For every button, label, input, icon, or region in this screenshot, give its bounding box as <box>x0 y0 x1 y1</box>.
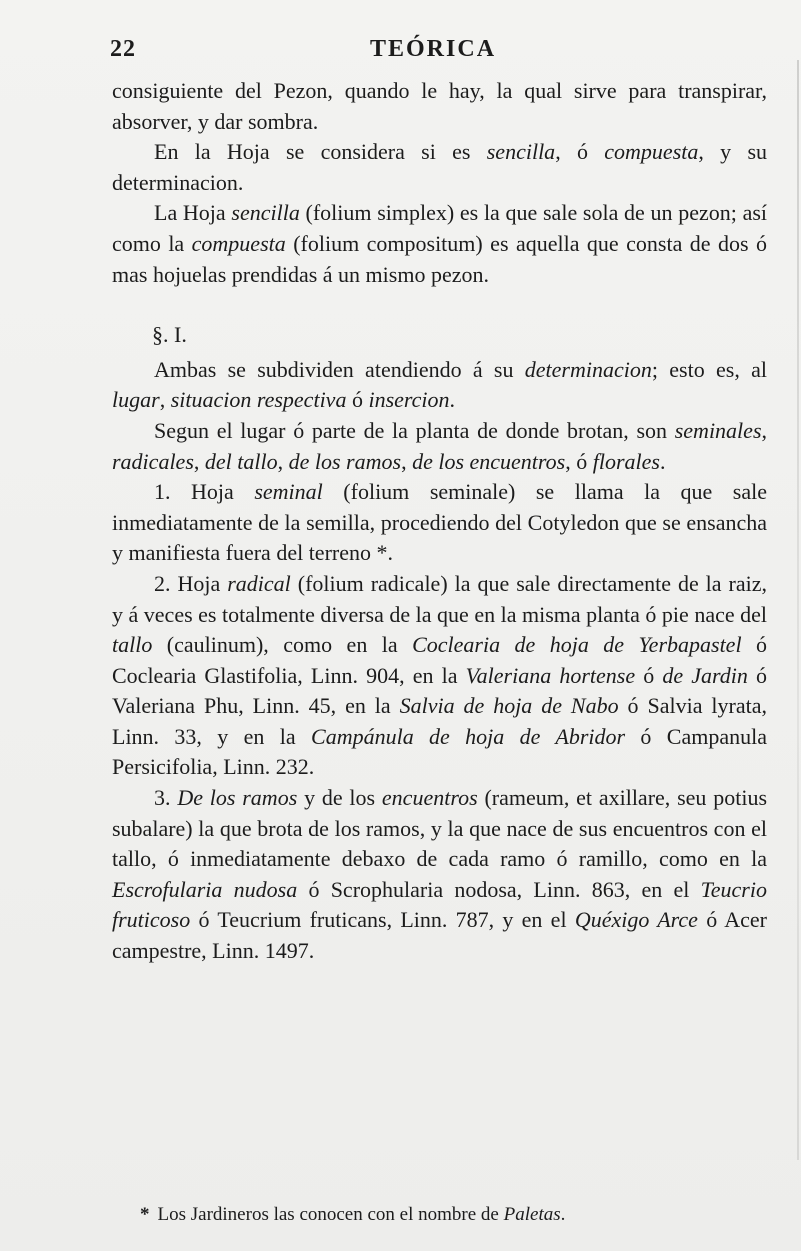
italic-run: Teucrio fruticoso <box>112 876 767 933</box>
text-run: 2. Hoja <box>154 570 228 596</box>
italic-run: determinacion <box>524 356 652 382</box>
footnote-italic: Paletas <box>503 1204 561 1225</box>
italic-run: Quéxigo Arce <box>574 907 698 933</box>
text-run: ó Acer campestre, Linn. 1497. <box>112 907 767 964</box>
text-run: , ó <box>565 448 593 474</box>
italic-run: seminales <box>674 417 762 443</box>
text-run: , <box>159 387 171 413</box>
paragraph <box>112 198 767 290</box>
italic-run: sencilla <box>486 139 556 165</box>
italic-run: insercion <box>368 387 450 413</box>
paragraph-continuation: consiguiente del Pezon, quando le hay, la qual sirve para transpirar, absorver, y dar sombra. <box>112 78 767 134</box>
italic-run: compuesta <box>191 230 286 256</box>
italic-run: encuentros <box>381 785 478 811</box>
footnote-text: Los Jardineros las conocen con el nombre de <box>157 1204 504 1225</box>
text-run: , ó <box>555 139 605 165</box>
paragraph <box>112 416 767 477</box>
text-run: y de los <box>297 785 382 811</box>
italic-run: Valeriana hortense <box>465 662 636 688</box>
italic-run: florales <box>592 448 660 474</box>
page-number: 22 <box>110 36 136 62</box>
italic-run: del tallo <box>204 448 278 474</box>
text-run: , <box>401 448 413 474</box>
text-run: ó <box>346 387 369 413</box>
footnote-mark: * <box>140 1204 150 1225</box>
italic-run: radical <box>227 570 291 596</box>
italic-run: de los encuentros <box>412 448 566 474</box>
text-run: La Hoja <box>154 200 232 226</box>
text-run: ó Scrophularia nodosa, Linn. 863, en el <box>297 876 701 902</box>
text-run: . <box>449 387 456 413</box>
text-run: , <box>277 448 289 474</box>
text-run: ó Coclearia Glastifolia, Linn. 904, en la <box>112 632 767 688</box>
text-run: ó Teucrium fruticans, Linn. 787, y en el <box>190 907 575 933</box>
text-run: ó Campanula Persicifolia, Linn. 232. <box>112 723 767 780</box>
text-run: (rameum, et axillare, seu potius subalare) la que brota de los ramos, y la que nace de sus encuentros con el tallo, ó inmediatamente debaxo de cada ramo ó ramillo, como en la <box>112 785 768 872</box>
paragraph <box>112 355 767 416</box>
text-run: Segun el lugar ó parte de la planta de donde brotan, son <box>154 417 675 443</box>
paragraph <box>112 477 767 569</box>
italic-run: de Jardin <box>662 662 748 688</box>
footnote-text-end: . <box>560 1204 566 1225</box>
text-run: 1. Hoja <box>154 479 255 505</box>
text-run: , <box>761 417 767 443</box>
italic-run: seminal <box>254 479 323 505</box>
italic-run: Campánula de hoja de Abridor <box>311 723 626 749</box>
body-text <box>112 76 767 967</box>
italic-run: compuesta <box>604 139 699 165</box>
text-run: (folium radicale) la que sale directamente de la raiz, y á veces es totalmente diversa de la que en la misma planta ó pie nace del <box>112 570 768 627</box>
italic-run: Salvia de hoja de Nabo <box>399 693 619 719</box>
page-header <box>110 36 670 76</box>
section-heading: §. I. <box>152 322 187 348</box>
paragraph <box>112 137 767 198</box>
text-run: (folium seminale) se llama la que sale inmediatamente de la semilla, procediendo del Cotyledon que se ensancha y manifiesta fuera del terreno *. <box>112 479 768 566</box>
italic-run: radicales <box>112 448 194 474</box>
running-head: TEÓRICA <box>370 36 497 62</box>
italic-run: Escrofularia nudosa <box>112 876 298 902</box>
text-run: , <box>193 448 205 474</box>
text-run: ó <box>635 662 663 688</box>
italic-run: Coclearia de hoja de Yerbapastel <box>412 632 742 658</box>
italic-run: situacion respectiva <box>170 387 347 413</box>
text-run: (folium simplex) es la que sale sola de un pezon; así como la <box>112 200 768 256</box>
page-edge <box>797 60 799 1160</box>
italic-run: sencilla <box>231 200 300 226</box>
italic-run: De los ramos <box>177 785 298 811</box>
italic-run: lugar <box>112 387 160 413</box>
paragraph <box>112 783 767 967</box>
text-run: (caulinum), como en la <box>152 632 413 658</box>
paragraph <box>112 569 767 783</box>
text-run: En la Hoja se considera si es <box>154 139 487 165</box>
text-run: 3. <box>154 785 178 811</box>
text-run: . <box>659 448 666 474</box>
text-run: ; esto es, al <box>651 356 767 382</box>
text-run: (folium compositum) es aquella que consta de dos ó mas hojuelas prendidas á un mismo pezon. <box>112 230 767 287</box>
text-run: ó Salvia lyrata, Linn. 33, y en la <box>112 693 767 749</box>
text-run: ó Valeriana Phu, Linn. 45, en la <box>112 662 768 719</box>
text-run: Ambas se subdividen atendiendo á su <box>154 356 525 382</box>
footnote <box>140 1204 740 1226</box>
italic-run: tallo <box>112 632 153 658</box>
italic-run: de los ramos <box>288 448 402 474</box>
text-run: , y su determinacion. <box>112 139 768 195</box>
